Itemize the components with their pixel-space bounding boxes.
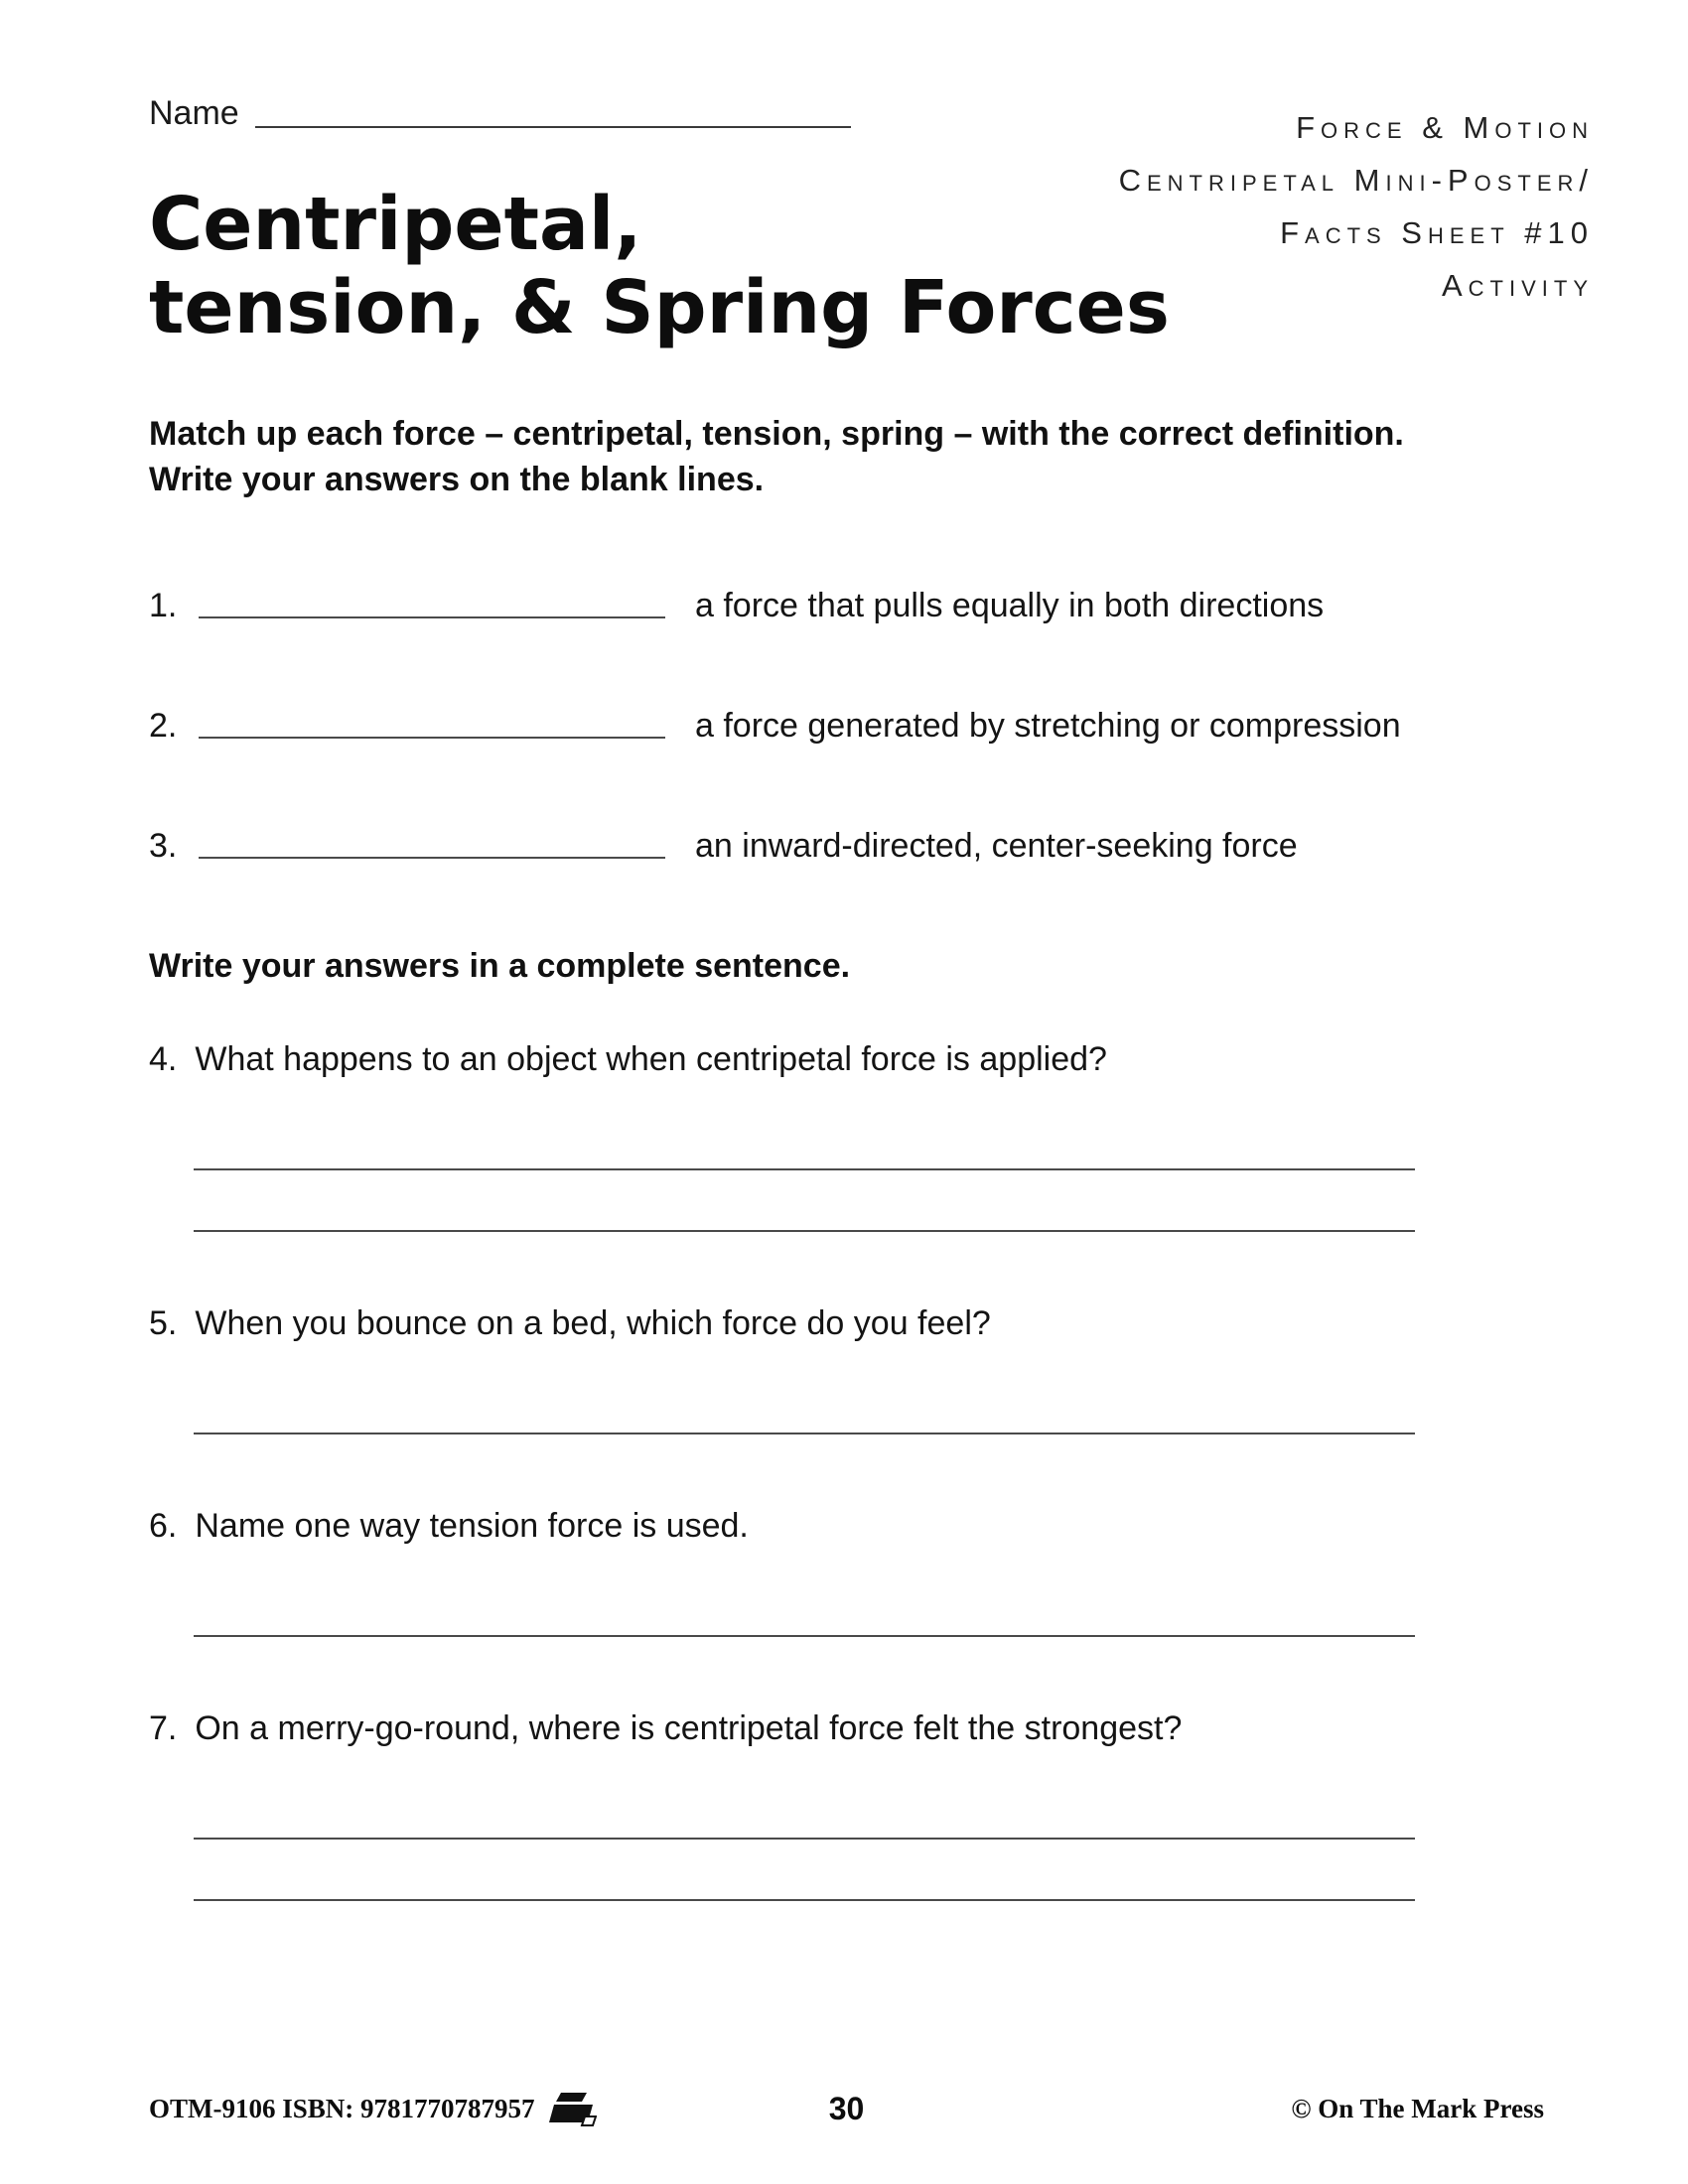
answer-blank-line	[194, 1170, 1415, 1232]
question-text: On a merry-go-round, where is centripetal force felt the strongest?	[195, 1709, 1183, 1747]
matching-section	[149, 587, 1544, 866]
header-line-2: Centripetal Mini-Poster/	[1118, 163, 1594, 198]
answer-blank-line	[199, 737, 665, 739]
answer-blank-line	[194, 1778, 1415, 1840]
question-number: 5.	[149, 1304, 178, 1342]
question-number: 4.	[149, 1040, 178, 1078]
question-text: What happens to an object when centripetal force is applied?	[195, 1040, 1107, 1078]
answer-blank-line	[194, 1575, 1415, 1637]
answer-blank-line	[194, 1373, 1415, 1434]
match-item-definition: a force generated by stretching or compression	[695, 707, 1401, 745]
match-item-1	[149, 587, 1544, 625]
answer-blank-line	[194, 1109, 1415, 1170]
match-item-number: 3.	[149, 827, 178, 865]
page-title-line-1: Centripetal,	[149, 182, 642, 267]
copier-icon	[549, 2091, 597, 2126]
name-blank-line	[255, 126, 851, 128]
match-item-definition: a force that pulls equally in both directions	[695, 587, 1325, 624]
name-label: Name	[149, 94, 239, 132]
header-line-4: Activity	[1441, 268, 1594, 303]
footer-copyright: © On The Mark Press	[1291, 2093, 1544, 2123]
header-course-info	[1119, 101, 1594, 312]
match-item-number: 1.	[149, 587, 178, 624]
answer-lines	[194, 1778, 1544, 1901]
question-number: 7.	[149, 1709, 178, 1747]
answer-blank-line	[199, 857, 665, 859]
header-line-1: Force & Motion	[1296, 110, 1594, 145]
question-number: 6.	[149, 1507, 178, 1545]
question-text: Name one way tension force is used.	[195, 1507, 749, 1545]
question-text: When you bounce on a bed, which force do you feel?	[195, 1304, 991, 1342]
instructions-line-2: Write your answers on the blank lines.	[149, 461, 765, 498]
match-item-2	[149, 707, 1544, 746]
answer-lines	[194, 1575, 1544, 1637]
answer-lines	[194, 1373, 1544, 1434]
question-6	[149, 1504, 1544, 1637]
question-7	[149, 1706, 1544, 1901]
answer-blank-line	[199, 616, 665, 618]
sentence-section-heading: Write your answers in a complete sentence.	[149, 947, 851, 985]
answer-blank-line	[194, 1840, 1415, 1901]
instructions	[149, 411, 1544, 502]
footer-isbn-text: OTM-9106 ISBN: 9781770787957	[149, 2093, 535, 2123]
header-line-3: Facts Sheet #10	[1280, 215, 1594, 250]
page-number: 30	[828, 2090, 865, 2126]
page-footer	[149, 2091, 1544, 2126]
question-4	[149, 1037, 1544, 1232]
question-5	[149, 1301, 1544, 1434]
match-item-definition: an inward-directed, center-seeking force	[695, 827, 1298, 865]
instructions-line-1: Match up each force – centripetal, tension, spring – with the correct definition.	[149, 415, 1404, 453]
footer-left	[149, 2091, 597, 2126]
page-title-line-2: tension, & Spring Forces	[149, 265, 1170, 350]
match-item-number: 2.	[149, 707, 178, 745]
answer-lines	[194, 1109, 1544, 1232]
match-item-3	[149, 827, 1544, 866]
